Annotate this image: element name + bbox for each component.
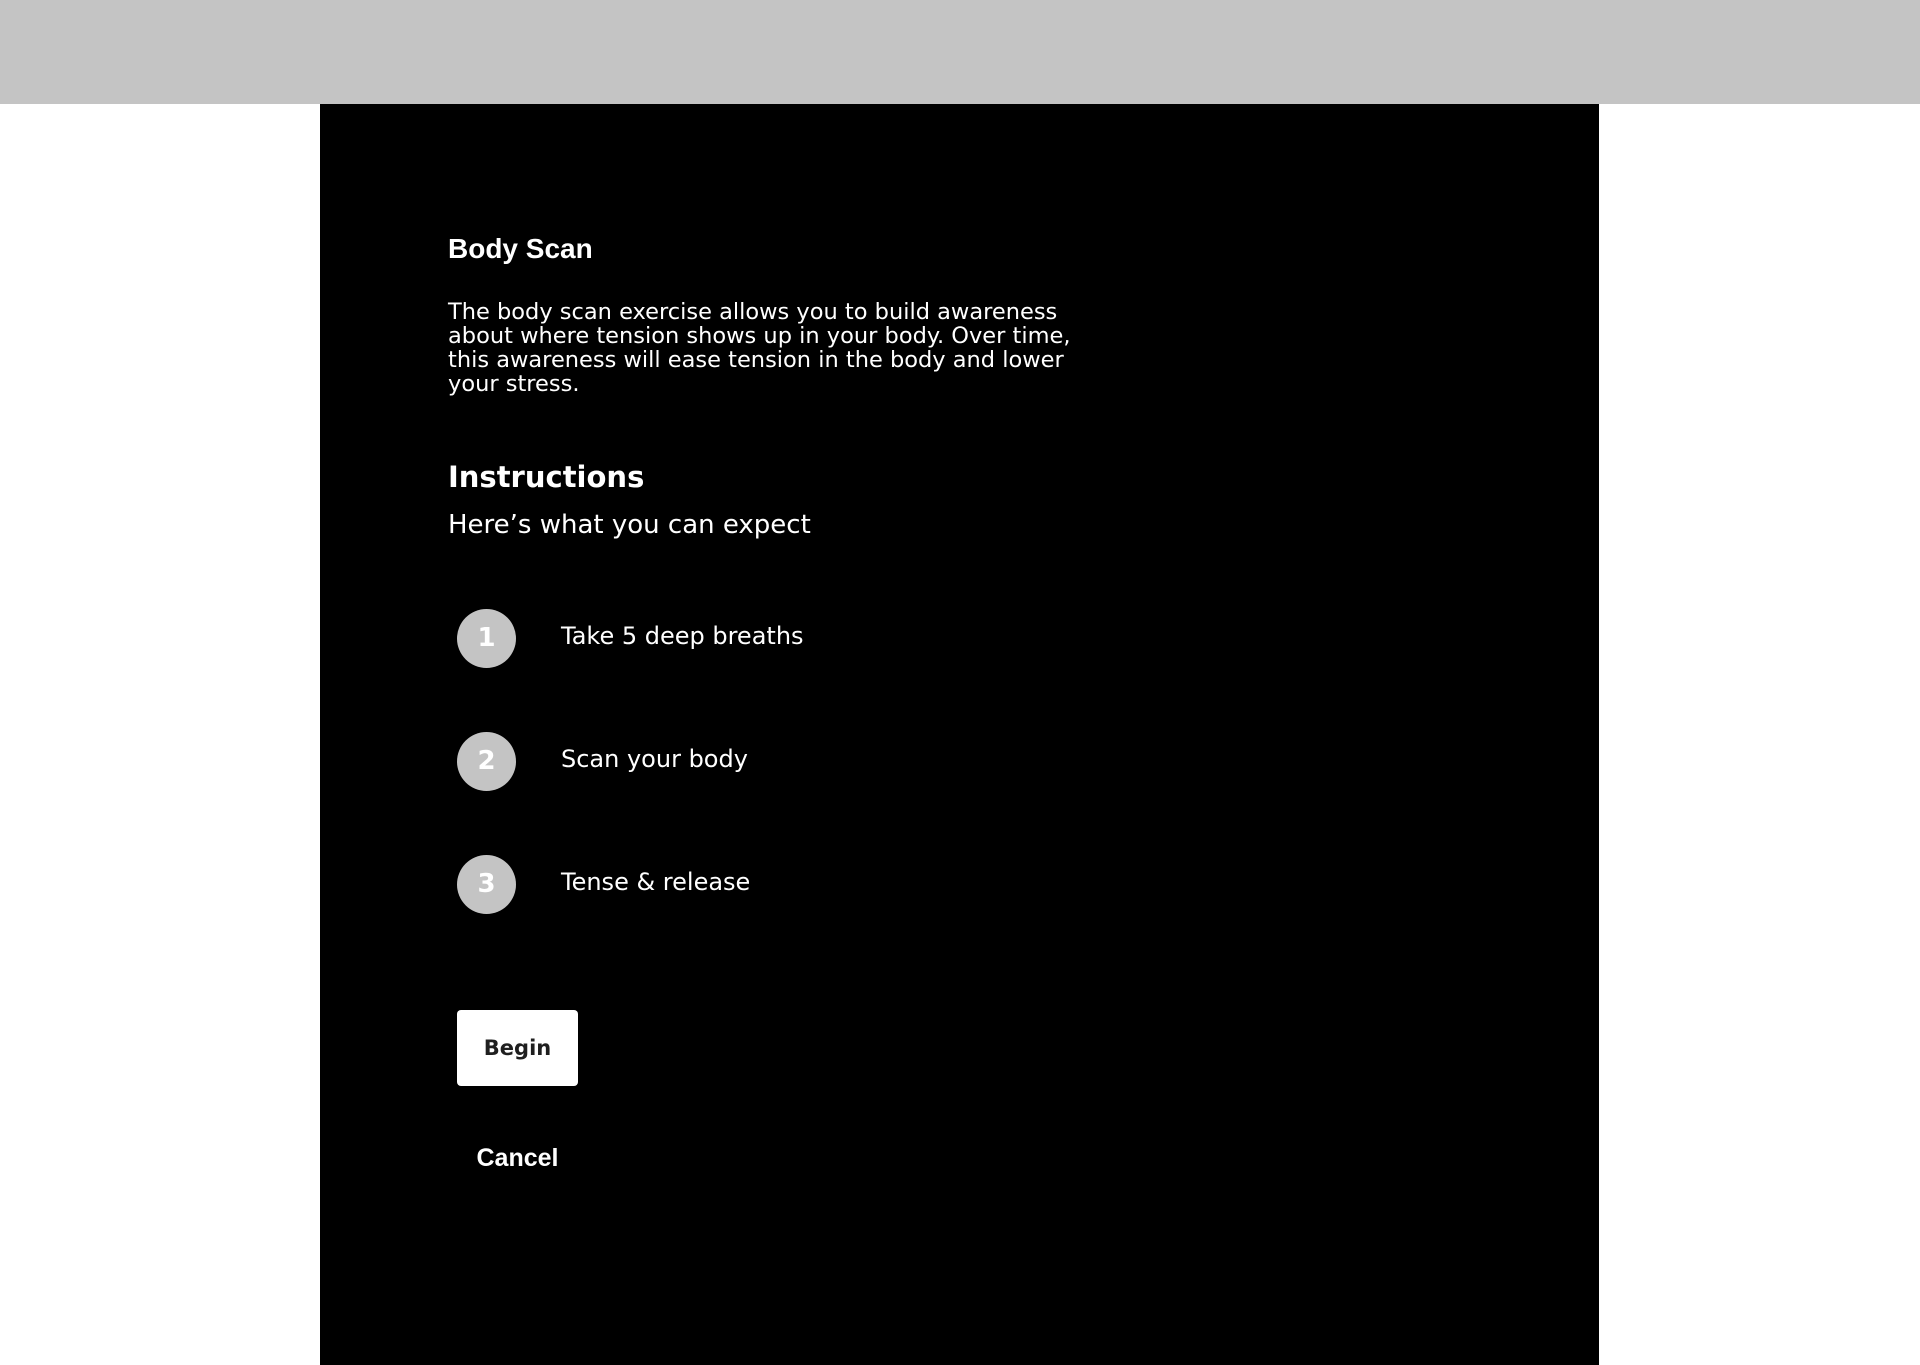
exercise-title: Body Scan — [448, 233, 593, 264]
exercise-description: The body scan exercise allows you to build awareness about where tension shows up in your body. Over time, this awareness will ease tension in the body and lower your stress. — [448, 299, 1071, 397]
step-number-badge: 2 — [457, 732, 516, 791]
step-number-badge: 3 — [457, 855, 516, 914]
step-number-badge: 1 — [457, 609, 516, 668]
step-label: Scan your body — [561, 745, 748, 773]
step-item — [457, 609, 1057, 669]
instructions-heading: Instructions — [448, 460, 645, 494]
exercise-content — [448, 0, 1148, 1365]
step-label: Take 5 deep breaths — [561, 622, 804, 650]
cancel-button[interactable]: Cancel — [457, 1140, 578, 1176]
step-item — [457, 732, 1057, 792]
instructions-subheading: Here’s what you can expect — [448, 510, 811, 540]
begin-button[interactable]: Begin — [457, 1010, 578, 1086]
step-label: Tense & release — [561, 868, 751, 896]
step-item — [457, 855, 1057, 915]
